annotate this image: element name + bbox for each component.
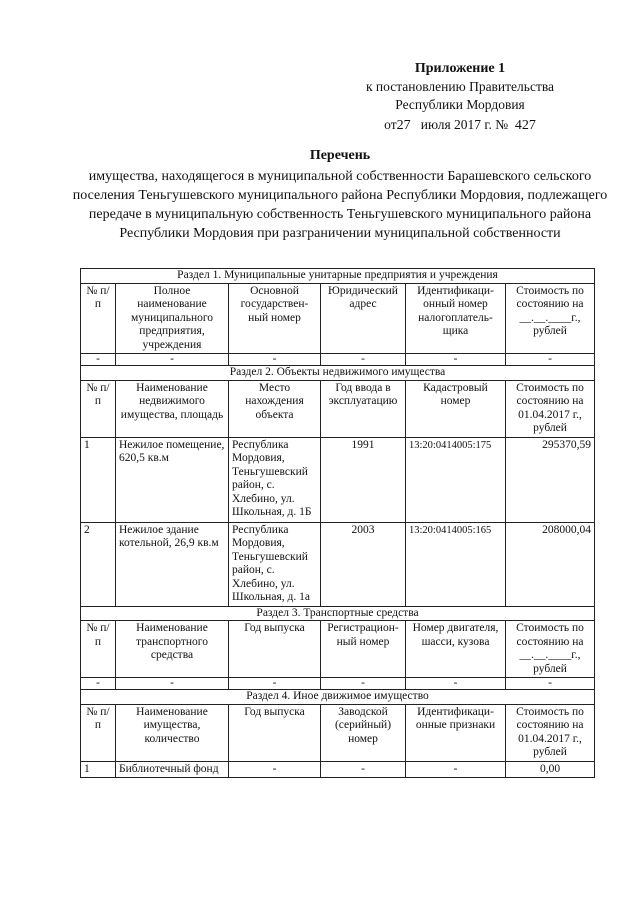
section4-title: Раздел 4. Иное движимое имущество [81, 690, 595, 705]
heading-text: имущества, находящегося в муниципальной собственности Барашевского сельского поселения Теньгушевского муниципального района Республики Мордовия, подлежащего передаче в муниципальную собственность Теньгушевского муниципального района Республики Мордовия при разграничении муниципальной собственности [72, 169, 608, 241]
appendix-title: Приложение 1 [414, 61, 506, 76]
header-cell: № п/п [81, 704, 116, 761]
dash-cell: - [321, 354, 406, 366]
header-cell: Основной государствен-ный номер [229, 283, 321, 354]
cadastral-number: 13:20:0414005:175 [406, 437, 506, 522]
header-cell: Стоимость по состоянию на 01.04.2017 г., рублей [506, 704, 595, 761]
table-row [81, 761, 595, 778]
header-cell: № п/п [81, 283, 116, 354]
header-cell: № п/п [81, 621, 116, 678]
section4-title-row [81, 690, 595, 705]
dash-cell: - [81, 354, 116, 366]
appendix-date [340, 116, 580, 135]
header-cell: Регистрацион-ный номер [321, 621, 406, 678]
date-day: 27 [396, 118, 411, 133]
dash-cell: - [116, 678, 229, 690]
dash-cell: - [506, 678, 595, 690]
dash-cell: - [506, 354, 595, 366]
heading-title: Перечень [309, 148, 371, 163]
dash-cell: - [321, 678, 406, 690]
section1-title: Раздел 1. Муниципальные унитарные предприятия и учреждения [81, 269, 595, 284]
section2-title: Раздел 2. Объекты недвижимого имущества [81, 366, 595, 381]
header-cell: № п/п [81, 380, 116, 437]
section1-title-row [81, 269, 595, 284]
section3-title: Раздел 3. Транспортные средства [81, 606, 595, 621]
header-cell: Наименование недвижимого имущества, площадь [116, 380, 229, 437]
dash-cell: - [116, 354, 229, 366]
header-cell: Номер двигателя, шасси, кузова [406, 621, 506, 678]
cadastral-number: 13:20:0414005:165 [406, 522, 506, 606]
header-cell: Кадастровый номер [406, 380, 506, 437]
decree-number: 427 [514, 118, 536, 133]
header-cell: Идентификаци-онный номер налогоплатель-щика [406, 283, 506, 354]
dash-cell: - [406, 354, 506, 366]
header-cell: Стоимость по состоянию на __.__.____г., рублей [506, 283, 595, 354]
date-prefix: от [384, 117, 397, 132]
property-value: 295370,59 [506, 437, 595, 522]
section2-title-row [81, 366, 595, 381]
header-cell: Полное наименование муниципального предприятия, учреждения [116, 283, 229, 354]
header-cell: Год ввода в эксплуатацию [321, 380, 406, 437]
property-value: 0,00 [506, 761, 595, 778]
section4-header-row [81, 704, 595, 761]
header-cell: Год выпуска [229, 621, 321, 678]
row-number: 1 [81, 437, 116, 522]
dash-cell: - [81, 678, 116, 690]
section2-header-row [81, 380, 595, 437]
property-value: 208000,04 [506, 522, 595, 606]
row-number: 1 [81, 761, 116, 778]
property-name: Библиотечный фонд [116, 761, 229, 778]
row-number: 2 [81, 522, 116, 606]
header-cell: Место нахождения объекта [229, 380, 321, 437]
table-row [81, 522, 595, 606]
dash-cell: - [229, 354, 321, 366]
commission-year: 1991 [321, 437, 406, 522]
section3-title-row [81, 606, 595, 621]
table-row [81, 678, 595, 690]
property-table [80, 268, 595, 778]
property-location: Республика Мордовия, Теньгушевский район, с. Хлебино, ул. Школьная, д. 1а [229, 522, 321, 606]
header-cell: Стоимость по состоянию на __.__.____г., рублей [506, 621, 595, 678]
header-cell: Идентификаци-онные признаки [406, 704, 506, 761]
document-heading [60, 146, 620, 243]
header-cell: Заводской (серийный) номер [321, 704, 406, 761]
header-cell: Наименование имущества, количество [116, 704, 229, 761]
dash-cell: - [229, 678, 321, 690]
header-cell: Год выпуска [229, 704, 321, 761]
header-cell: Наименование транспортного средства [116, 621, 229, 678]
property-location: Республика Мордовия, Теньгушевский район, с. Хлебино, ул. Школьная, д. 1Б [229, 437, 321, 522]
appendix-line1: к постановлению Правительства [365, 79, 555, 94]
property-name: Нежилое помещение, 620,5 кв.м [116, 437, 229, 522]
appendix-line2: Республики Мордовия [395, 97, 525, 112]
commission-year: 2003 [321, 522, 406, 606]
table-row [81, 354, 595, 366]
header-cell: Стоимость по состоянию на 01.04.2017 г., рублей [506, 380, 595, 437]
table-row [81, 437, 595, 522]
section1-header-row [81, 283, 595, 354]
ident-features: - [406, 761, 506, 778]
serial-number: - [321, 761, 406, 778]
property-name: Нежилое здание котельной, 26,9 кв.м [116, 522, 229, 606]
dash-cell: - [406, 678, 506, 690]
header-cell: Юридический адрес [321, 283, 406, 354]
section3-header-row [81, 621, 595, 678]
date-rest: июля 2017 г. № [420, 117, 509, 132]
appendix-block [340, 60, 580, 135]
release-year: - [229, 761, 321, 778]
